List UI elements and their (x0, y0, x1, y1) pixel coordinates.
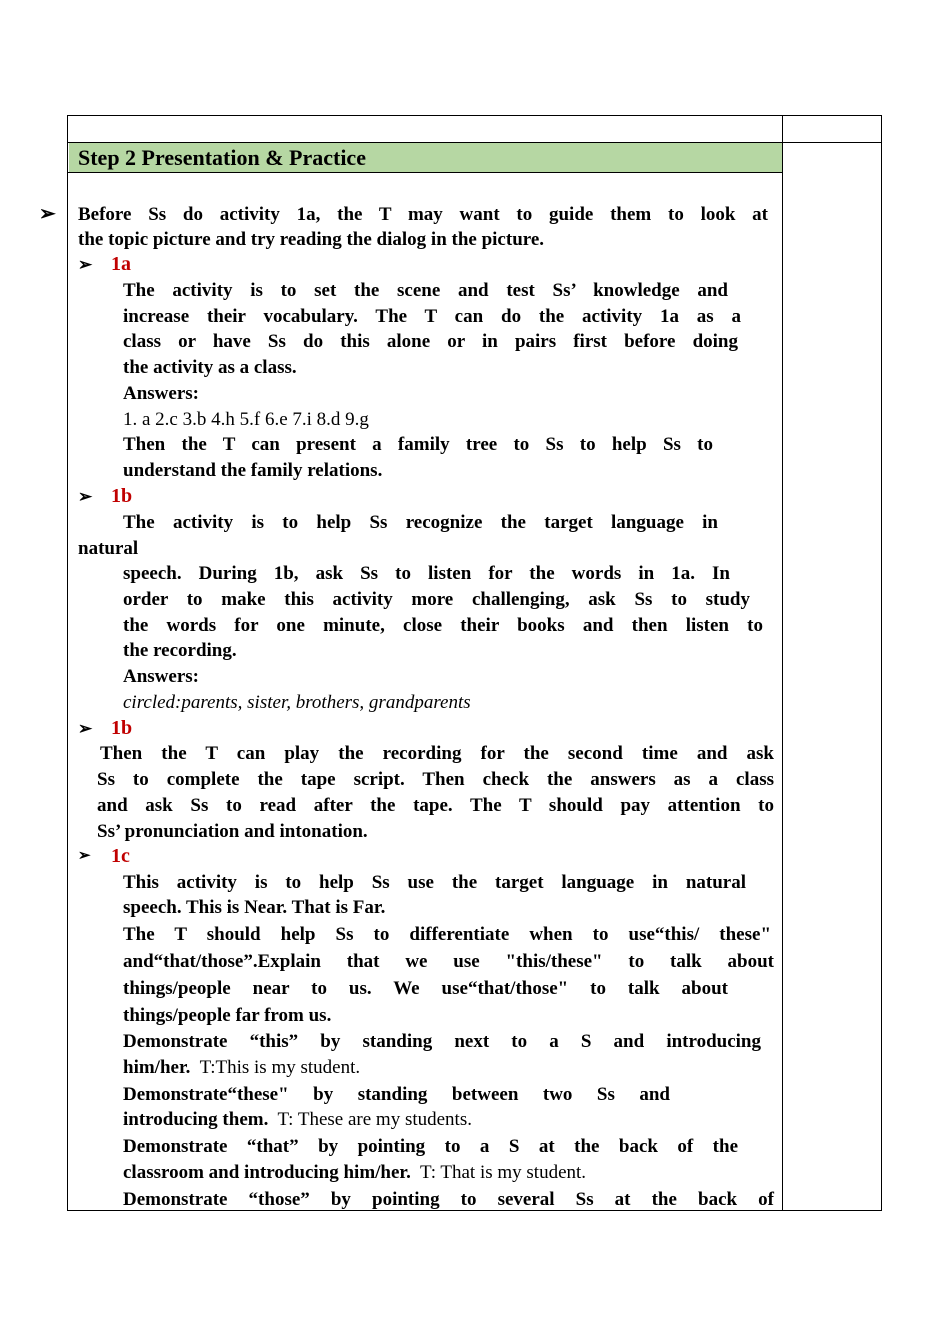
text-line: Ss to complete the tape script. Then check the answers as a class (97, 769, 774, 790)
demo-bold: introducing them. (123, 1109, 269, 1130)
text-line: Demonstrate“these" by standing between two Ss and (123, 1084, 670, 1105)
section-label-1c: 1c (111, 845, 130, 867)
text-line: speech. During 1b, ask Ss to listen for the words in 1a. In (123, 563, 730, 584)
text-line: Ss’ pronunciation and intonation. (97, 821, 368, 842)
demo-bold: him/her. (123, 1057, 191, 1078)
demo-example: T:This is my student. (199, 1057, 361, 1078)
section-label-1b: 1b (111, 717, 133, 739)
text-line: Demonstrate “that” by pointing to a S at the back of the (123, 1136, 738, 1157)
answers-label: Answers: (123, 666, 199, 687)
arrow-bullet-icon: ➢ (39, 203, 56, 225)
answers-label: Answers: (123, 383, 199, 404)
text-line: The activity is to set the scene and test Ss’ knowledge and (123, 280, 728, 301)
demo-example: T: These are my students. (277, 1109, 472, 1130)
text-line (123, 1107, 472, 1132)
text-line: The activity is to help Ss recognize the target language in (123, 512, 718, 533)
text-line: order to make this activity more challenging, ask Ss to study (123, 589, 750, 610)
text-line: increase their vocabulary. The T can do the activity 1a as a (123, 306, 741, 327)
text-line: the words for one minute, close their books and then listen to (123, 615, 763, 636)
text-line (123, 1160, 586, 1185)
step-header: Step 2 Presentation & Practice (69, 143, 782, 172)
arrow-bullet-icon: ➢ (78, 255, 93, 274)
text-line: things/people near to us. We use“that/those" to talk about (123, 978, 728, 999)
text-line: the activity as a class. (123, 357, 297, 378)
text-line: understand the family relations. (123, 460, 383, 481)
text-line: Demonstrate “this” by standing next to a S and introducing (123, 1031, 761, 1052)
intro-line: the topic picture and try reading the dialog in the picture. (78, 229, 545, 250)
text-line: The T should help Ss to differentiate when to use“this/ these" (123, 924, 771, 945)
arrow-bullet-icon: ➢ (78, 719, 93, 738)
section-label-1b: 1b (111, 485, 133, 507)
text-line: Then the T can play the recording for the second time and ask (100, 743, 774, 764)
text-line (123, 1055, 360, 1080)
text-line: natural (78, 538, 139, 559)
arrow-bullet-icon: ➢ (78, 487, 93, 506)
text-line: things/people far from us. (123, 1005, 332, 1026)
arrow-bullet-icon: ➢ (78, 848, 91, 864)
text-line: This activity is to help Ss use the target language in natural (123, 872, 746, 893)
lesson-content (39, 116, 782, 1210)
text-line: and ask Ss to read after the tape. The T should pay attention to (97, 795, 774, 816)
intro-line: Before Ss do activity 1a, the T may want to guide them to look at (78, 204, 768, 225)
text-line: Then the T can present a family tree to Ss to help Ss to (123, 434, 713, 455)
answers-text: circled:parents, sister, brothers, grandparents (123, 692, 471, 713)
column-divider (782, 116, 783, 1210)
text-line: class or have Ss do this alone or in pairs first before doing (123, 331, 738, 352)
text-line: Demonstrate “those” by pointing to several Ss at the back of (123, 1189, 774, 1210)
lesson-table (39, 115, 882, 1211)
demo-example: T: That is my student. (420, 1162, 587, 1183)
answers-text: 1. a 2.c 3.b 4.h 5.f 6.e 7.i 8.d 9.g (123, 409, 369, 430)
text-line: and“that/those”.Explain that we use "this/these" to talk about (123, 951, 774, 972)
demo-bold: classroom and introducing him/her. (123, 1162, 411, 1183)
text-line: the recording. (123, 640, 237, 661)
text-line: speech. This is Near. That is Far. (123, 897, 386, 918)
section-label-1a: 1a (111, 253, 131, 275)
